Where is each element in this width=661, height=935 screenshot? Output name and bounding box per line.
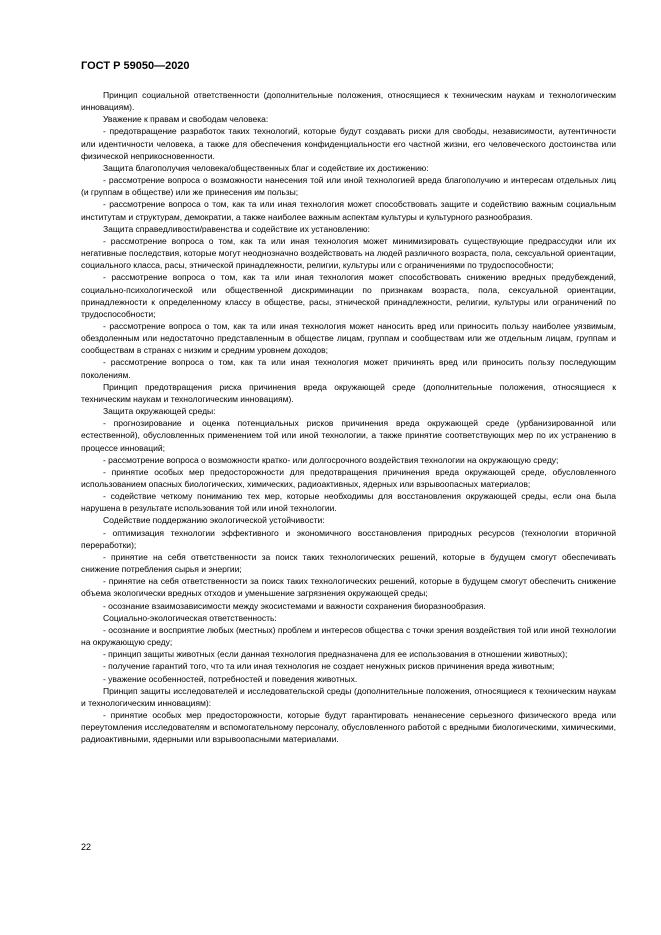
paragraph: Социально-экологическая ответственность: [103,612,277,623]
paragraph: - принятие на себя ответственности за поиск таких технологических решений, которые в будущем смогут обеспечить снижение объема экологически вредных отходов и уменьшение загрязнения окружающей среды; [81,576,616,599]
paragraph: - оптимизация технологии эффективного и экономичного восстановления природных ресурсов (технологии вторичной переработки); [81,527,616,550]
paragraph: Содействие поддержанию экологической устойчивости: [103,515,325,526]
paragraph: - осознание взаимозависимости между экосистемами и важности сохранения биоразнообразия. [103,600,486,611]
paragraph: - прогнозирование и оценка потенциальных рисков причинения вреда окружающей среде (урбанизированной или естественной), обусловленных применением той или иной технологии, а также принятие соответствующих мер по их устранению в процессе инноваций; [81,418,616,453]
paragraph: - предотвращение разработок таких технологий, которые будут создавать риски для свободы, независимости, аутентичности или идентичности человека, а также для обеспечения конфиденциальности его частной жизни, его человеческого достоинства или физической неприкосновенности. [81,126,616,161]
page-number: 22 [81,842,92,852]
paragraph: - принятие на себя ответственности за поиск таких технологических решений, которые в будущем смогут обеспечивать снижение потребления сырья и энергии; [81,551,616,575]
paragraph: - осознание и восприятие любых (местных) проблем и интересов общества с точки зрения воздействия той или иной технологии на окружающую среду; [81,624,616,648]
paragraph: Защита справедливости/равенства и содействие их установлению: [103,223,370,234]
paragraph: Защита благополучия человека/общественных благ и содействие их достижению: [103,162,429,173]
paragraph: - рассмотрение вопроса о том, как та или иная технология может причинять вред или приносить пользу последующим поколениям. [81,357,616,380]
paragraph: Принцип защиты исследователей и исследовательской среды (дополнительные положения, относящиеся к техническим наукам и технологическим инновациям): [81,685,616,708]
paragraph: - рассмотрение вопроса о том, как та или иная технология может способствовать защите и содействию важным социальным институтам и структурам, демократии, а также наиболее важным аспектам культуры и культурного разнообразия. [81,199,616,222]
paragraph: - рассмотрение вопроса о возможности кратко- или долгосрочного воздействия технологии на окружающую среду; [103,454,559,465]
paragraph: Уважение к правам и свободам человека: [103,114,269,125]
paragraph: - рассмотрение вопроса о том, как та или иная технология может наносить вред или приносить пользу наиболее уязвимым, обездоленным или недостаточно представленным в обществе лицам, группам и сообществам или же отдельным лицам, группам и сообществам в странах с низким и средним уровнем доходов; [81,320,616,356]
paragraph: - рассмотрение вопроса о возможности нанесения той или иной технологией вреда благополучию и интересам отдельных лиц (и группам в обществе) или же принесения им пользы; [81,175,616,198]
paragraph: Принцип предотвращения риска причинения вреда окружающей среде (дополнительные положения, относящиеся к техническим наукам и технологическим инновациям). [81,381,616,404]
paragraph: - уважение особенностей, потребностей и поведения животных. [103,673,358,684]
document-header: ГОСТ Р 59050—2020 [81,60,190,72]
paragraph: - содействие четкому пониманию тех мер, которые необходимы для восстановления окружающей среды, если она была нарушена в результате использования той или иной технологии. [81,491,616,514]
document-body [81,89,616,745]
paragraph: - получение гарантий того, что та или иная технология не создает ненужных рисков причинения вреда животным; [103,661,555,672]
paragraph: Защита окружающей среды: [103,406,216,417]
paragraph: - рассмотрение вопроса о том, как та или иная технология может минимизировать существующие предрассудки или их негативные последствия, которые могут неоднозначно воздействовать на людей различного возраста, пола, сексуальной ориентации, социального класса, расы, этнической принадлежности, религии, культуры или с ограничениями по трудоспособности; [81,235,616,271]
paragraph: - принятие особых мер предосторожности, которые будут гарантировать ненанесение серьезного физического вреда или переутомления исследователям и вспомогательному персоналу, обусловленного работой с вредными биологическими, химическими, радиоактивными, ядерными или взрывоопасными материалами. [81,709,616,745]
paragraph: - принцип защиты животных (если данная технология предназначена для ее использования в отношении животных); [103,649,568,660]
paragraph: Принцип социальной ответственности (дополнительные положения, относящиеся к техническим наукам и технологическим инновациям). [81,90,616,113]
paragraph: - принятие особых мер предосторожности для предотвращения причинения вреда окружающей среде, обусловленного использованием опасных биологических, химических, радиоактивных, ядерных или взрывоопасных материалов; [81,466,616,489]
paragraph: - рассмотрение вопроса о том, как та или иная технология может способствовать снижению вредных предубеждений, социально-психологической или общественной дискриминации по признакам возраста, пола, сексуальной ориентации, принадлежности к определенному классу в обществе, расы, этнической принадлежности, религии, культуры или ограничений по трудоспособности; [81,272,616,319]
